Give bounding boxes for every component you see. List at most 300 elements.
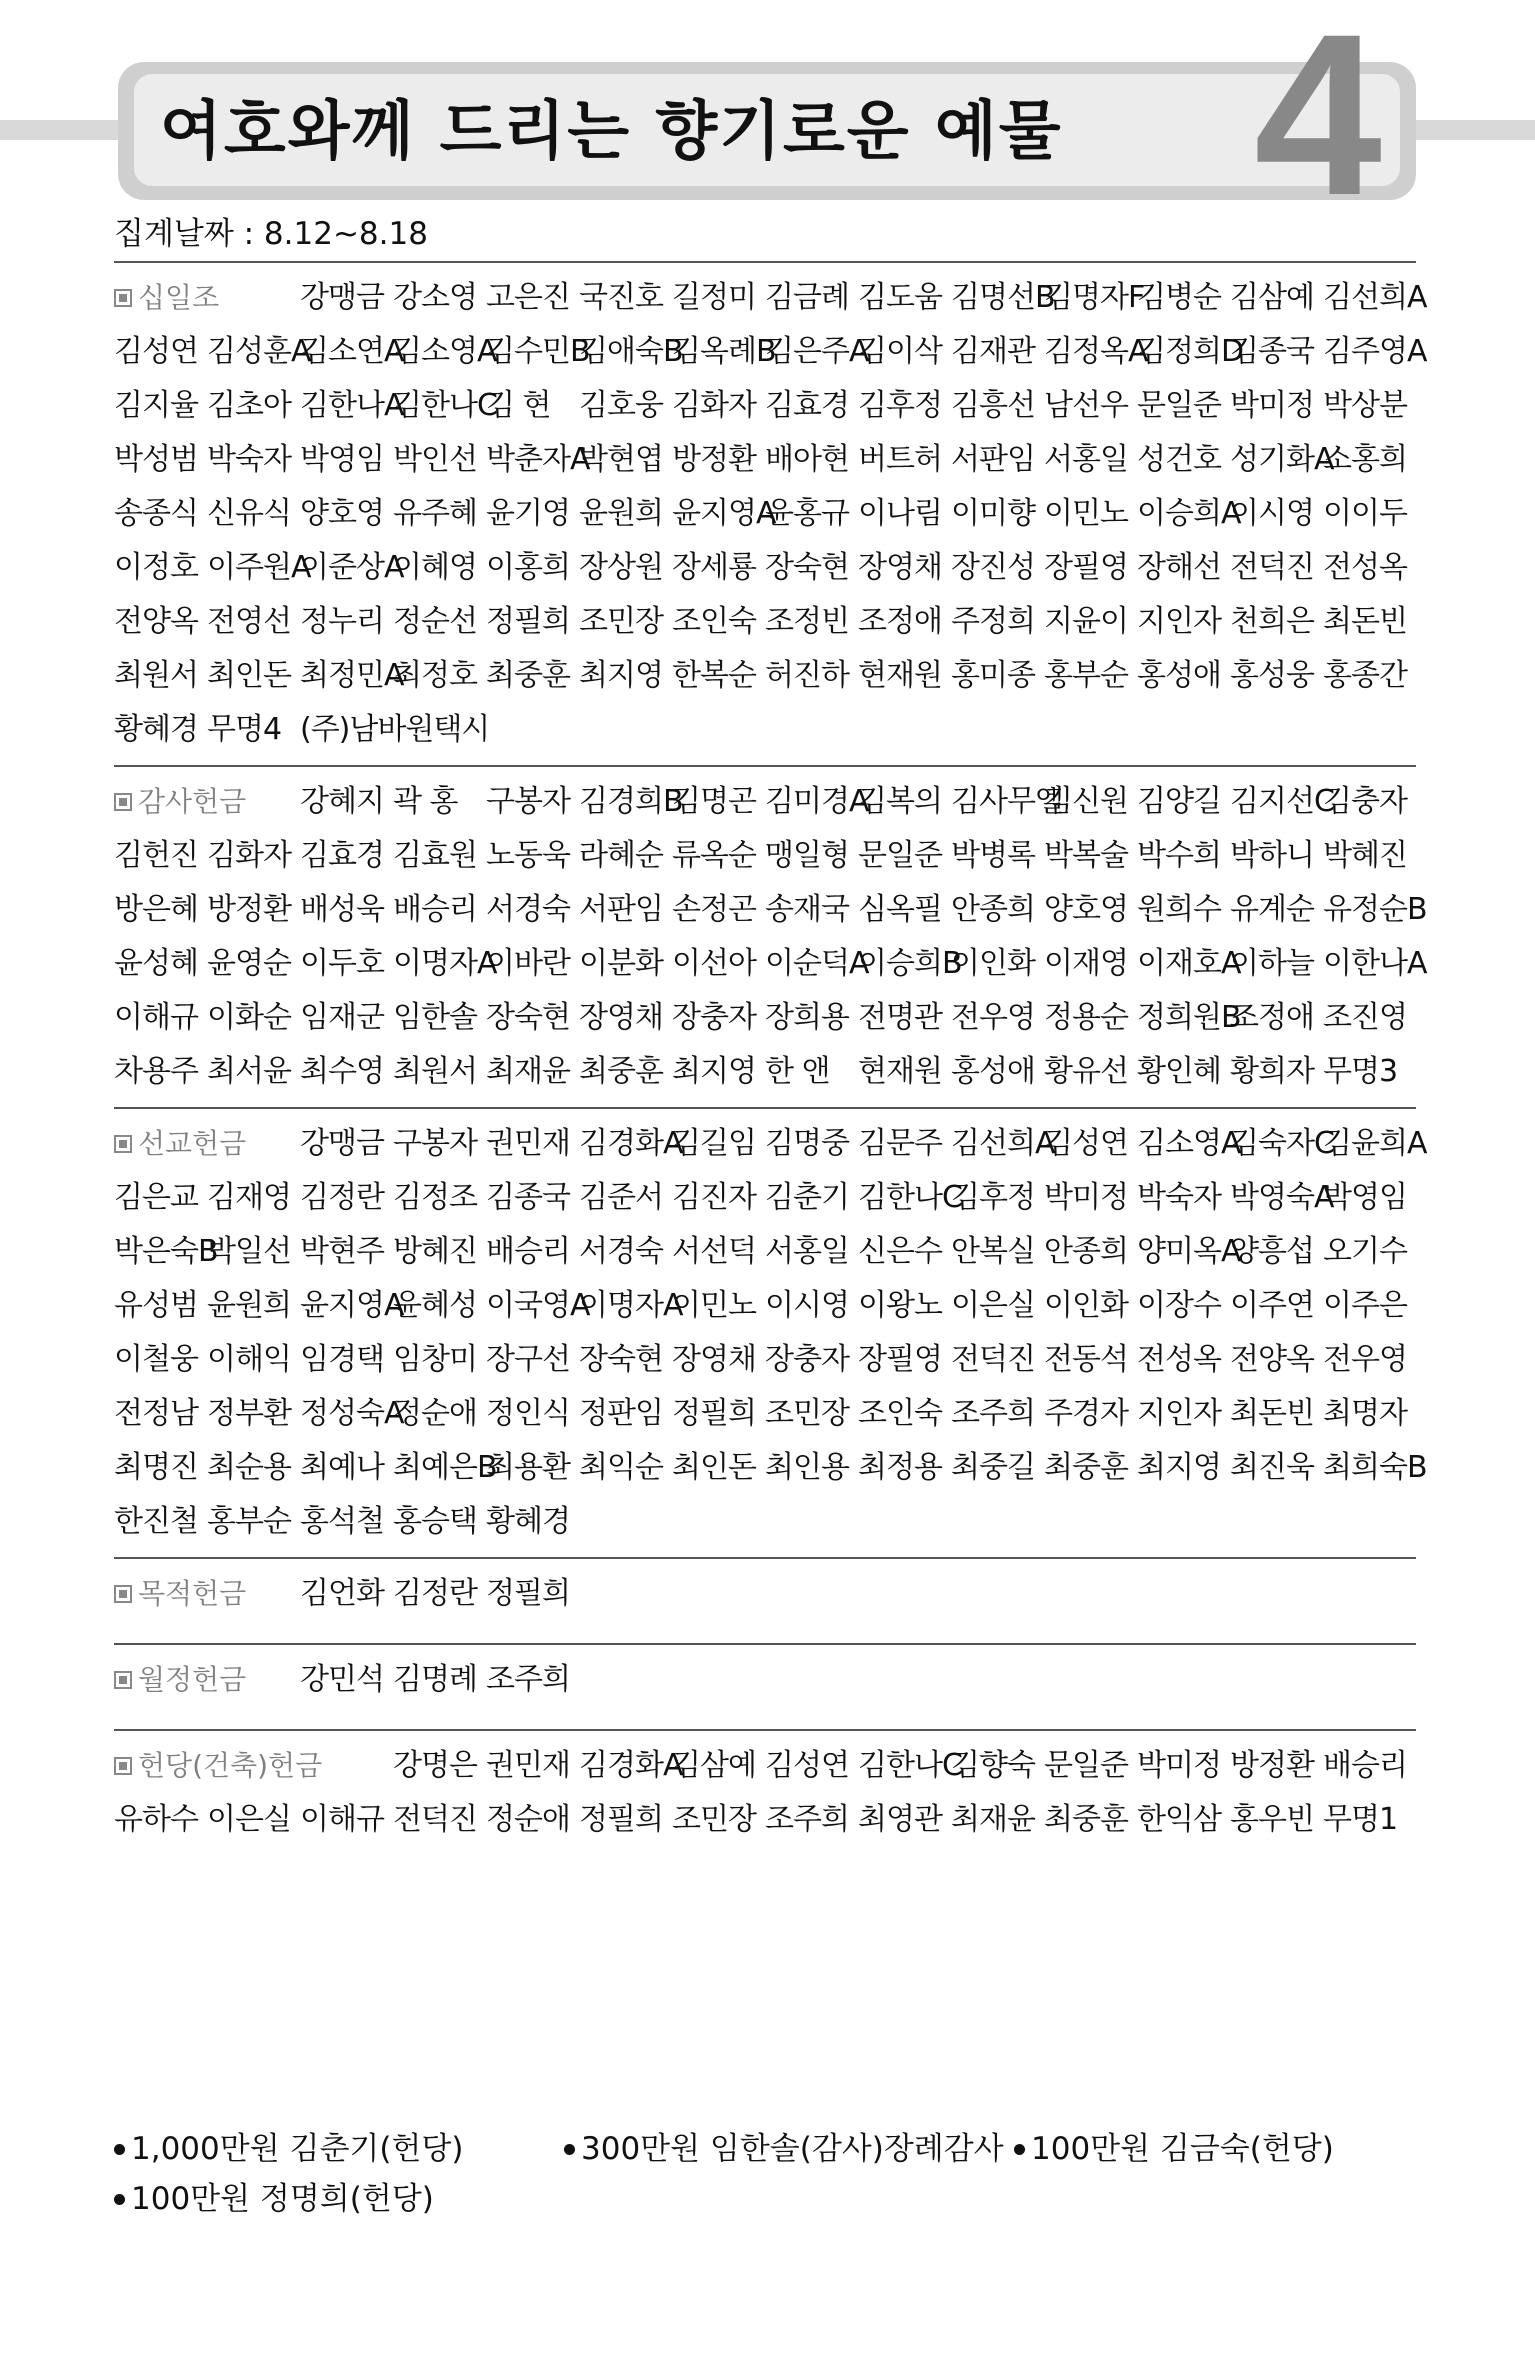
donor-name: 안복실 <box>951 1234 1035 1269</box>
section-label-text: 목적헌금 <box>138 1577 247 1610</box>
donor-name: 장희용 <box>765 1000 849 1035</box>
donor-name: 김한나C <box>858 1748 962 1783</box>
donor-name: 이은실 <box>207 1802 291 1837</box>
donor-name: 이인화 <box>951 946 1035 981</box>
donor-name: 박수희 <box>1137 838 1221 873</box>
donor-name: 홍부순 <box>1044 658 1128 693</box>
offering-section <box>114 1107 1427 1557</box>
name-grid <box>114 1567 1416 1621</box>
donor-name: 김호웅 <box>579 388 663 423</box>
donor-name: 강맹금 <box>300 280 384 315</box>
donor-name: 강명은 <box>393 1748 477 1783</box>
donor-name: 김성연 <box>765 1748 849 1783</box>
donor-name: 정순애 <box>393 1396 477 1431</box>
section-label-text: 십일조 <box>138 281 220 314</box>
donor-name: 박미정 <box>1230 388 1314 423</box>
donor-name: 배승리 <box>393 892 477 927</box>
section-label-text: 월정헌금 <box>138 1663 247 1696</box>
donor-name: 홍성애 <box>951 1054 1035 1089</box>
donor-name: 지인자 <box>1137 1396 1221 1431</box>
donor-name: 최명자 <box>1323 1396 1407 1431</box>
donor-name: 장숙현 <box>486 1000 570 1035</box>
donor-name: 김춘기 <box>765 1180 849 1215</box>
donor-name: 전덕진 <box>1230 550 1314 585</box>
donor-name: 정희원B <box>1137 1000 1241 1035</box>
donor-name: 최인돈 <box>207 658 291 693</box>
donation-text: 300만원 임한솔(감사)장례감사 <box>581 2131 1004 2167</box>
donor-name: 조민장 <box>765 1396 849 1431</box>
square-bullet-icon <box>114 1757 132 1775</box>
donor-name: 최돈빈 <box>1230 1396 1314 1431</box>
donor-name: 이하늘 <box>1230 946 1314 981</box>
donor-name: 정부환 <box>207 1396 291 1431</box>
donor-name: 손정곤 <box>672 892 756 927</box>
donor-name: 김성연 <box>114 334 198 369</box>
donor-name: 윤영순 <box>207 946 291 981</box>
donor-name: 이바란 <box>486 946 570 981</box>
donor-name: 전동석 <box>1044 1342 1128 1377</box>
donor-name: 박인선 <box>393 442 477 477</box>
donor-name: 송재국 <box>765 892 849 927</box>
donation-item <box>1014 2124 1334 2174</box>
donor-name: 조민장 <box>672 1802 756 1837</box>
donor-name: 소홍희 <box>1323 442 1407 477</box>
donor-name: 김삼예 <box>672 1748 756 1783</box>
donor-name: 홍종간 <box>1323 658 1407 693</box>
donor-name: 김지선C <box>1230 784 1334 819</box>
donor-name: 이한나A <box>1323 946 1427 981</box>
donor-name: 최정용 <box>858 1450 942 1485</box>
donor-name: 방정환 <box>207 892 291 927</box>
donation-item <box>114 2124 564 2174</box>
donor-name: 한진철 <box>114 1504 198 1539</box>
donor-name: 최영관 <box>858 1802 942 1837</box>
donor-name: 김양길 <box>1137 784 1221 819</box>
donor-name: 전우영 <box>1323 1342 1407 1377</box>
donor-name: 장영채 <box>672 1342 756 1377</box>
donor-name: 김지율 <box>114 388 198 423</box>
donor-name: 서선덕 <box>672 1234 756 1269</box>
donor-name: 전성옥 <box>1137 1342 1221 1377</box>
donor-name: 장영채 <box>579 1000 663 1035</box>
donor-name: 김미경A <box>765 784 869 819</box>
donor-name: 한복순 <box>672 658 756 693</box>
donor-name: 이준상A <box>300 550 404 585</box>
donor-name: 김경희B <box>579 784 683 819</box>
section-label <box>114 1117 300 1171</box>
donor-name: 김사무엘 <box>951 784 1063 819</box>
donor-name: 전덕진 <box>951 1342 1035 1377</box>
donor-name: 양미옥A <box>1137 1234 1241 1269</box>
donor-name: 윤원희 <box>579 496 663 531</box>
section-label <box>114 775 300 829</box>
donor-name: 김주영A <box>1323 334 1427 369</box>
donor-name: 김종국 <box>486 1180 570 1215</box>
donor-name: 박미정 <box>1137 1748 1221 1783</box>
donor-name: 황유선 <box>1044 1054 1128 1089</box>
donor-name: 이분화 <box>579 946 663 981</box>
donor-name: 양호영 <box>300 496 384 531</box>
section-label <box>114 1739 393 1793</box>
donor-name: 윤혜성 <box>393 1288 477 1323</box>
donor-name: 박영임 <box>1323 1180 1407 1215</box>
donor-name: 신은수 <box>858 1234 942 1269</box>
donor-name: 이해규 <box>114 1000 198 1035</box>
donation-row <box>114 2124 1416 2174</box>
donor-name: 현재원 <box>858 1054 942 1089</box>
donor-name: 장영채 <box>858 550 942 585</box>
donor-name: 정용순 <box>1044 1000 1128 1035</box>
donor-name: 최중훈 <box>1044 1450 1128 1485</box>
donor-name: 서홍일 <box>765 1234 849 1269</box>
donor-name: 김소영A <box>393 334 497 369</box>
donation-text: 1,000만원 김춘기(헌당) <box>131 2131 464 2167</box>
donor-name: 박은숙B <box>114 1234 218 1269</box>
donor-name: 김선희A <box>951 1126 1055 1161</box>
donor-name: 최중훈 <box>579 1054 663 1089</box>
donor-name: 김선희A <box>1323 280 1427 315</box>
donor-name: 송종식 <box>114 496 198 531</box>
donor-name: 강소영 <box>393 280 477 315</box>
offering-section <box>114 261 1427 765</box>
donor-name: 조민장 <box>579 604 663 639</box>
square-bullet-icon <box>114 289 132 307</box>
donation-item <box>114 2174 564 2224</box>
donor-name: 이장수 <box>1137 1288 1221 1323</box>
donor-name: 길정미 <box>672 280 756 315</box>
bullet-icon <box>564 2144 575 2155</box>
donor-name: 박성범 <box>114 442 198 477</box>
donor-name: 버트허 <box>858 442 942 477</box>
donor-name: 이홍희 <box>486 550 570 585</box>
donor-name: 서판임 <box>579 892 663 927</box>
square-bullet-icon <box>114 1135 132 1153</box>
donor-name: 신유식 <box>207 496 291 531</box>
donor-name: 김이삭 <box>858 334 942 369</box>
donor-name: 최서윤 <box>207 1054 291 1089</box>
donor-name: 김문주 <box>858 1126 942 1161</box>
donor-name: 방정환 <box>672 442 756 477</box>
donor-name: 김정조 <box>393 1180 477 1215</box>
donor-name: 류옥순 <box>672 838 756 873</box>
donor-name: 박하니 <box>1230 838 1314 873</box>
donor-name: 황혜경 <box>486 1504 570 1539</box>
donor-name: 양호영 <box>1044 892 1128 927</box>
donor-name: 최재윤 <box>951 1802 1035 1837</box>
donor-name: 무명3 <box>1323 1054 1398 1089</box>
donor-name: 김정옥A <box>1044 334 1148 369</box>
donor-name: 강맹금 <box>300 1126 384 1161</box>
donor-name: 강혜지 <box>300 784 384 819</box>
donor-name: 이민노 <box>1044 496 1128 531</box>
donor-name: 이화순 <box>207 1000 291 1035</box>
donor-name: 김정란 <box>393 1576 477 1611</box>
bullet-icon <box>114 2194 125 2205</box>
donor-name: 정성숙A <box>300 1396 404 1431</box>
donor-name: 정순애 <box>486 1802 570 1837</box>
donor-name: 이주은 <box>1323 1288 1407 1323</box>
donor-name: 김은주A <box>765 334 869 369</box>
donor-name: 김경화A <box>579 1126 683 1161</box>
donor-name: 이해익 <box>207 1342 291 1377</box>
donor-name: 정필희 <box>486 604 570 639</box>
section-label <box>114 271 300 325</box>
donor-name: 장충자 <box>765 1342 849 1377</box>
donor-name: 임재군 <box>300 1000 384 1035</box>
donor-name: 김준서 <box>579 1180 663 1215</box>
donation-text: 100만원 김금숙(헌당) <box>1031 2131 1334 2167</box>
donor-name: 황희자 <box>1230 1054 1314 1089</box>
donor-name: 김효경 <box>765 388 849 423</box>
donor-name: 이시영 <box>1230 496 1314 531</box>
donor-name: 최인돈 <box>672 1450 756 1485</box>
donor-name: 장숙현 <box>765 550 849 585</box>
donor-name: 장충자 <box>672 1000 756 1035</box>
donor-name: 조진영 <box>1323 1000 1407 1035</box>
donor-name: 이시영 <box>765 1288 849 1323</box>
donor-name: 곽 홍 <box>393 784 458 819</box>
donor-name: 김금례 <box>765 280 849 315</box>
donor-name: 김화자 <box>672 388 756 423</box>
donor-name: 임창미 <box>393 1342 477 1377</box>
donor-name: 성기화A <box>1230 442 1334 477</box>
donor-name: 김복의 <box>858 784 942 819</box>
donor-name: 조정애 <box>1230 1000 1314 1035</box>
donor-name: 문일준 <box>858 838 942 873</box>
donor-name: 홍부순 <box>207 1504 291 1539</box>
donor-name: 정순선 <box>393 604 477 639</box>
donor-name: 장필영 <box>858 1342 942 1377</box>
donor-name: 무명1 <box>1323 1802 1398 1837</box>
donor-name: 이명자A <box>579 1288 683 1323</box>
donor-name: 윤기영 <box>486 496 570 531</box>
donor-name: 홍우빈 <box>1230 1802 1314 1837</box>
donor-name: 황혜경 <box>114 712 198 747</box>
donor-name: 장숙현 <box>579 1342 663 1377</box>
donor-name: 이정호 <box>114 550 198 585</box>
offering-section <box>114 1557 1416 1643</box>
donor-name: 최예은B <box>393 1450 497 1485</box>
donor-name: 한 앤 <box>765 1054 830 1089</box>
donor-name: 전우영 <box>951 1000 1035 1035</box>
donor-name: 주정희 <box>951 604 1035 639</box>
donor-name: 구봉자 <box>486 784 570 819</box>
donor-name: 윤성혜 <box>114 946 198 981</box>
donor-name: 고은진 <box>486 280 570 315</box>
period-label: 집계날짜 : 8.12~8.18 <box>114 216 428 252</box>
donor-name: 김흥선 <box>951 388 1035 423</box>
donor-name: 박영임 <box>300 442 384 477</box>
donor-name: 이승희B <box>858 946 962 981</box>
donor-name: 이해규 <box>300 1802 384 1837</box>
donor-name: 전영선 <box>207 604 291 639</box>
donor-name: 이왕노 <box>858 1288 942 1323</box>
donor-name: 서경숙 <box>486 892 570 927</box>
donor-name: 서판임 <box>951 442 1035 477</box>
donor-name: 장상원 <box>579 550 663 585</box>
donor-name: 강민석 <box>300 1662 384 1697</box>
donor-name: 김종국 <box>1230 334 1314 369</box>
section-label <box>114 1653 300 1707</box>
name-grid <box>114 1739 1416 1847</box>
donor-name: 김애숙B <box>579 334 683 369</box>
donor-name: 이인화 <box>1044 1288 1128 1323</box>
donor-name: 전정남 <box>114 1396 198 1431</box>
donor-name: 이미향 <box>951 496 1035 531</box>
donor-name: 문일준 <box>1044 1748 1128 1783</box>
donor-name: 권민재 <box>486 1126 570 1161</box>
donor-name: 김명자F <box>1044 280 1145 315</box>
donor-name: 한익삼 <box>1137 1802 1221 1837</box>
donor-name: 정필희 <box>579 1802 663 1837</box>
donor-name: 최정민A <box>300 658 404 693</box>
donor-name: 김헌진 <box>114 838 198 873</box>
donor-name: 배성욱 <box>300 892 384 927</box>
donor-name: 전덕진 <box>393 1802 477 1837</box>
donor-name: 현재원 <box>858 658 942 693</box>
donor-name: 조주희 <box>486 1662 570 1697</box>
square-bullet-icon <box>114 1585 132 1603</box>
bullet-icon <box>114 2144 125 2155</box>
donor-name: 최원서 <box>114 658 198 693</box>
donor-name: 최지영 <box>1137 1450 1221 1485</box>
issue-number: 4 <box>1254 0 1382 243</box>
donor-name: 최익순 <box>579 1450 663 1485</box>
donor-name: 장구선 <box>486 1342 570 1377</box>
donor-name: 김효경 <box>300 838 384 873</box>
donor-name: 전성옥 <box>1323 550 1407 585</box>
donor-name: 임경택 <box>300 1342 384 1377</box>
donor-name: 지윤이 <box>1044 604 1128 639</box>
donor-name: 최돈빈 <box>1323 604 1407 639</box>
donation-item <box>564 2124 1014 2174</box>
donor-name: 이철웅 <box>114 1342 198 1377</box>
donor-name: 김후정 <box>951 1180 1035 1215</box>
section-label <box>114 1567 300 1621</box>
donor-name: 서경숙 <box>579 1234 663 1269</box>
donor-name: 원희수 <box>1137 892 1221 927</box>
donor-name: 조인숙 <box>858 1396 942 1431</box>
donor-name: 이두호 <box>300 946 384 981</box>
name-grid <box>114 271 1427 757</box>
name-grid <box>114 1117 1427 1549</box>
square-bullet-icon <box>114 1671 132 1689</box>
donor-name: 김신원 <box>1044 784 1128 819</box>
donor-name: 라혜순 <box>579 838 663 873</box>
donor-name: 홍성웅 <box>1230 658 1314 693</box>
section-label-text: 선교헌금 <box>138 1127 247 1160</box>
donor-name: 최지영 <box>672 1054 756 1089</box>
donor-name: 방은혜 <box>114 892 198 927</box>
donor-name: 김진자 <box>672 1180 756 1215</box>
special-donations <box>114 2124 1416 2224</box>
donor-name: 김한나A <box>300 388 404 423</box>
donor-name: 이혜영 <box>393 550 477 585</box>
donor-name: 장해선 <box>1137 550 1221 585</box>
donor-name: 임한솔 <box>393 1000 477 1035</box>
donor-name: 김정란 <box>300 1180 384 1215</box>
donor-name: 배아현 <box>765 442 849 477</box>
donor-name: 허진하 <box>765 658 849 693</box>
donor-name: 최인용 <box>765 1450 849 1485</box>
donor-name: 홍승택 <box>393 1504 477 1539</box>
donor-name: 김명중 <box>765 1126 849 1161</box>
donor-name: 김재영 <box>207 1180 291 1215</box>
donor-name: 이이두 <box>1323 496 1407 531</box>
donor-name: 조주희 <box>951 1396 1035 1431</box>
donor-name: 최원서 <box>393 1054 477 1089</box>
donor-name: 홍미종 <box>951 658 1035 693</box>
donor-name: 유계순 <box>1230 892 1314 927</box>
donor-name: 유정순B <box>1323 892 1427 927</box>
donor-name: 박숙자 <box>1137 1180 1221 1215</box>
donor-name: 김효원 <box>393 838 477 873</box>
donor-name: 박상분 <box>1323 388 1407 423</box>
donor-name: 서홍일 <box>1044 442 1128 477</box>
donor-name: 성건호 <box>1137 442 1221 477</box>
donor-name: 무명4 <box>207 712 282 747</box>
donor-name: 김명선B <box>951 280 1055 315</box>
donor-name: 문일준 <box>1137 388 1221 423</box>
donor-name: 박현주 <box>300 1234 384 1269</box>
donor-name: 박영숙A <box>1230 1180 1334 1215</box>
donor-name: 홍석철 <box>300 1504 384 1539</box>
donor-name: 최진욱 <box>1230 1450 1314 1485</box>
donor-name: 김향숙 <box>951 1748 1035 1783</box>
donor-name: 전양옥 <box>114 604 198 639</box>
donor-name: 장세룡 <box>672 550 756 585</box>
donation-text: 100만원 정명희(헌당) <box>131 2181 434 2217</box>
donor-name: 윤지영A <box>672 496 776 531</box>
donor-name: 김충자 <box>1323 784 1407 819</box>
section-label-text: 감사헌금 <box>138 785 247 818</box>
donor-name: 박일선 <box>207 1234 291 1269</box>
name-grid <box>114 1653 1416 1707</box>
donor-name: 윤홍규 <box>765 496 849 531</box>
donor-name: 심옥필 <box>858 892 942 927</box>
donor-name: 김명례 <box>393 1662 477 1697</box>
donor-name: 장필영 <box>1044 550 1128 585</box>
donor-name: 조정애 <box>858 604 942 639</box>
donor-name: 조인숙 <box>672 604 756 639</box>
donor-name: 이국영A <box>486 1288 590 1323</box>
donor-name: 김성연 <box>1044 1126 1128 1161</box>
donor-name: 김후정 <box>858 388 942 423</box>
page-title: 여호와께 드리는 향기로운 예물 <box>160 95 1063 169</box>
donor-name: 전명관 <box>858 1000 942 1035</box>
donor-name: 김숙자C <box>1230 1126 1334 1161</box>
donor-name: 김삼예 <box>1230 280 1314 315</box>
donor-name: 양흥섭 <box>1230 1234 1314 1269</box>
donor-name: 지인자 <box>1137 604 1221 639</box>
donor-name: 안종희 <box>951 892 1035 927</box>
donor-name: 방정환 <box>1230 1748 1314 1783</box>
donor-name: 이재영 <box>1044 946 1128 981</box>
donor-name: 전양옥 <box>1230 1342 1314 1377</box>
donor-name: 박병록 <box>951 838 1035 873</box>
donor-name: 맹일형 <box>765 838 849 873</box>
donor-name: 유주혜 <box>393 496 477 531</box>
donor-name: 유하수 <box>114 1802 198 1837</box>
donor-name: 윤원희 <box>207 1288 291 1323</box>
donor-name: 이선아 <box>672 946 756 981</box>
donor-name: 이주원A <box>207 550 311 585</box>
donor-name: 김정희D <box>1137 334 1244 369</box>
donor-name: 최희숙B <box>1323 1450 1427 1485</box>
donor-name: 최순용 <box>207 1450 291 1485</box>
donor-name: 배승리 <box>486 1234 570 1269</box>
donor-name: 노동욱 <box>486 838 570 873</box>
